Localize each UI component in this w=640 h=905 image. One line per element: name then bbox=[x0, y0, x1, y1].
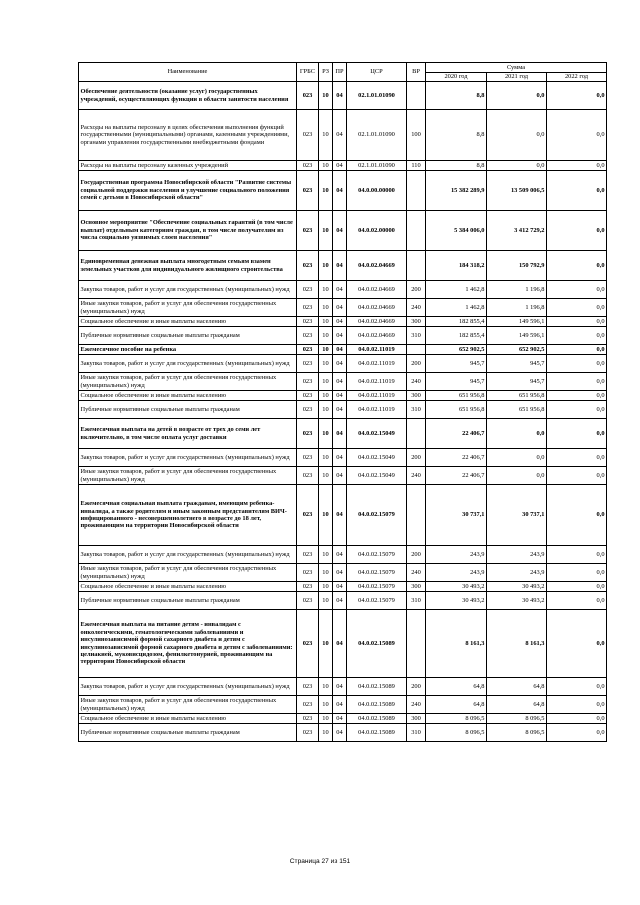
cell-name: Расходы на выплаты персоналу казенных учреждений bbox=[79, 161, 297, 171]
cell-csr: 04.0.02.15049 bbox=[347, 467, 407, 485]
cell-pr: 04 bbox=[333, 564, 347, 582]
cell-pr: 04 bbox=[333, 281, 347, 299]
cell-pr: 04 bbox=[333, 317, 347, 327]
cell-grbs: 023 bbox=[297, 449, 319, 467]
table-row bbox=[79, 373, 607, 391]
cell-sum-2022: 0,0 bbox=[547, 299, 607, 317]
cell-vr: 240 bbox=[407, 373, 426, 391]
cell-pr: 04 bbox=[333, 546, 347, 564]
cell-csr: 04.0.02.15089 bbox=[347, 714, 407, 724]
cell-sum-2022: 0,0 bbox=[547, 696, 607, 714]
cell-name: Основное мероприятие "Обеспечение социальных гарантий (в том числе выплат) отдельным категориям граждан, в том числе получателям из числа социально уязвимых слоев населения" bbox=[79, 211, 297, 251]
header-vr: ВР bbox=[407, 63, 426, 82]
cell-name: Закупка товаров, работ и услуг для государственных (муниципальных) нужд bbox=[79, 678, 297, 696]
cell-pr: 04 bbox=[333, 327, 347, 345]
cell-vr: 300 bbox=[407, 582, 426, 592]
cell-sum-2022: 0,0 bbox=[547, 610, 607, 678]
header-grbs: ГРБС bbox=[297, 63, 319, 82]
cell-grbs: 023 bbox=[297, 171, 319, 211]
cell-pr: 04 bbox=[333, 449, 347, 467]
cell-sum-2022: 0,0 bbox=[547, 546, 607, 564]
cell-pr: 04 bbox=[333, 401, 347, 419]
table-row bbox=[79, 485, 607, 546]
cell-sum-2021: 1 196,8 bbox=[487, 281, 547, 299]
cell-sum-2022: 0,0 bbox=[547, 251, 607, 281]
cell-sum-2020: 1 462,8 bbox=[426, 281, 487, 299]
cell-sum-2021: 0,0 bbox=[487, 110, 547, 161]
cell-sum-2021: 149 596,1 bbox=[487, 317, 547, 327]
cell-grbs: 023 bbox=[297, 564, 319, 582]
cell-sum-2022: 0,0 bbox=[547, 419, 607, 449]
cell-pr: 04 bbox=[333, 161, 347, 171]
cell-grbs: 023 bbox=[297, 281, 319, 299]
table-body bbox=[79, 82, 607, 742]
cell-sum-2020: 651 956,8 bbox=[426, 391, 487, 401]
cell-sum-2021: 1 196,8 bbox=[487, 299, 547, 317]
cell-sum-2022: 0,0 bbox=[547, 485, 607, 546]
cell-sum-2022: 0,0 bbox=[547, 467, 607, 485]
cell-sum-2022: 0,0 bbox=[547, 678, 607, 696]
cell-pr: 04 bbox=[333, 110, 347, 161]
cell-rz: 10 bbox=[319, 391, 333, 401]
cell-grbs: 023 bbox=[297, 391, 319, 401]
cell-rz: 10 bbox=[319, 251, 333, 281]
cell-sum-2020: 182 855,4 bbox=[426, 327, 487, 345]
cell-csr: 04.0.02.04669 bbox=[347, 251, 407, 281]
cell-rz: 10 bbox=[319, 211, 333, 251]
cell-sum-2020: 30 737,1 bbox=[426, 485, 487, 546]
cell-rz: 10 bbox=[319, 317, 333, 327]
cell-csr: 04.0.02.15079 bbox=[347, 564, 407, 582]
cell-name: Ежемесячная выплата на питание детям - инвалидам с онкологическими, гематологическими заболеваниями и инсулинозависимой формой сахарного диабета и детям с инсулинозависимой формой сахарного диабета и детям с заболеваниями: целиакией, муковисцидозом, фенилкетонурией, проживающим на территории Новосибирской области bbox=[79, 610, 297, 678]
cell-pr: 04 bbox=[333, 251, 347, 281]
cell-rz: 10 bbox=[319, 345, 333, 355]
cell-csr: 04.0.02.15089 bbox=[347, 610, 407, 678]
cell-rz: 10 bbox=[319, 485, 333, 546]
cell-sum-2022: 0,0 bbox=[547, 110, 607, 161]
cell-sum-2022: 0,0 bbox=[547, 592, 607, 610]
cell-csr: 04.0.02.04669 bbox=[347, 327, 407, 345]
table-row bbox=[79, 610, 607, 678]
cell-csr: 04.0.02.11019 bbox=[347, 401, 407, 419]
table-row bbox=[79, 678, 607, 696]
cell-grbs: 023 bbox=[297, 592, 319, 610]
cell-rz: 10 bbox=[319, 724, 333, 742]
table-row bbox=[79, 327, 607, 345]
cell-vr bbox=[407, 211, 426, 251]
cell-sum-2021: 0,0 bbox=[487, 449, 547, 467]
cell-csr: 04.0.00.00000 bbox=[347, 171, 407, 211]
table-row bbox=[79, 171, 607, 211]
cell-rz: 10 bbox=[319, 327, 333, 345]
cell-sum-2020: 30 493,2 bbox=[426, 592, 487, 610]
cell-grbs: 023 bbox=[297, 714, 319, 724]
cell-csr: 04.0.02.15079 bbox=[347, 592, 407, 610]
cell-name: Закупка товаров, работ и услуг для государственных (муниципальных) нужд bbox=[79, 449, 297, 467]
cell-name: Социальное обеспечение и иные выплаты населению bbox=[79, 582, 297, 592]
budget-table-page bbox=[78, 62, 606, 742]
cell-pr: 04 bbox=[333, 582, 347, 592]
cell-rz: 10 bbox=[319, 564, 333, 582]
cell-name: Ежемесячная социальная выплата гражданам, имеющим ребенка-инвалида, а также родителям и иным законным представителям ВИЧ-инфицированного - несовершеннолетнего в возрасте до 18 лет, проживающим на территории Новосибирской области bbox=[79, 485, 297, 546]
cell-name: Социальное обеспечение и иные выплаты населению bbox=[79, 714, 297, 724]
table-row bbox=[79, 110, 607, 161]
table-row bbox=[79, 281, 607, 299]
budget-table bbox=[78, 62, 607, 742]
cell-sum-2022: 0,0 bbox=[547, 82, 607, 110]
cell-name: Закупка товаров, работ и услуг для государственных (муниципальных) нужд bbox=[79, 355, 297, 373]
cell-vr: 240 bbox=[407, 467, 426, 485]
header-year-2022: 2022 год bbox=[547, 73, 607, 82]
cell-sum-2022: 0,0 bbox=[547, 355, 607, 373]
cell-sum-2020: 945,7 bbox=[426, 355, 487, 373]
cell-csr: 04.0.02.04669 bbox=[347, 281, 407, 299]
cell-name: Ежемесячное пособие на ребенка bbox=[79, 345, 297, 355]
cell-sum-2021: 64,8 bbox=[487, 678, 547, 696]
cell-csr: 04.0.02.11019 bbox=[347, 345, 407, 355]
cell-sum-2021: 651 956,8 bbox=[487, 401, 547, 419]
cell-sum-2022: 0,0 bbox=[547, 171, 607, 211]
cell-csr: 04.0.02.15079 bbox=[347, 582, 407, 592]
cell-grbs: 023 bbox=[297, 211, 319, 251]
cell-pr: 04 bbox=[333, 171, 347, 211]
table-row bbox=[79, 317, 607, 327]
cell-csr: 04.0.02.00000 bbox=[347, 211, 407, 251]
table-row bbox=[79, 449, 607, 467]
cell-sum-2022: 0,0 bbox=[547, 391, 607, 401]
cell-sum-2021: 30 493,2 bbox=[487, 592, 547, 610]
table-row bbox=[79, 161, 607, 171]
cell-sum-2020: 652 902,5 bbox=[426, 345, 487, 355]
cell-sum-2021: 3 412 729,2 bbox=[487, 211, 547, 251]
header-year-2021: 2021 год bbox=[487, 73, 547, 82]
table-row bbox=[79, 582, 607, 592]
header-year-2020: 2020 год bbox=[426, 73, 487, 82]
table-row bbox=[79, 724, 607, 742]
cell-vr: 110 bbox=[407, 161, 426, 171]
header-rz: РЗ bbox=[319, 63, 333, 82]
cell-vr bbox=[407, 485, 426, 546]
cell-grbs: 023 bbox=[297, 82, 319, 110]
cell-sum-2021: 243,9 bbox=[487, 564, 547, 582]
cell-csr: 04.0.02.15089 bbox=[347, 724, 407, 742]
table-row bbox=[79, 696, 607, 714]
cell-pr: 04 bbox=[333, 592, 347, 610]
cell-rz: 10 bbox=[319, 419, 333, 449]
cell-sum-2022: 0,0 bbox=[547, 161, 607, 171]
cell-rz: 10 bbox=[319, 161, 333, 171]
cell-name: Ежемесячная выплата на детей в возрасте от трех до семи лет включительно, в том числе оплата услуг доставки bbox=[79, 419, 297, 449]
cell-sum-2021: 0,0 bbox=[487, 161, 547, 171]
cell-sum-2021: 945,7 bbox=[487, 373, 547, 391]
cell-sum-2020: 243,9 bbox=[426, 546, 487, 564]
cell-rz: 10 bbox=[319, 373, 333, 391]
cell-grbs: 023 bbox=[297, 546, 319, 564]
cell-sum-2020: 8 096,5 bbox=[426, 714, 487, 724]
header-pr: ПР bbox=[333, 63, 347, 82]
cell-sum-2020: 1 462,8 bbox=[426, 299, 487, 317]
cell-csr: 04.0.02.15049 bbox=[347, 449, 407, 467]
cell-sum-2022: 0,0 bbox=[547, 373, 607, 391]
cell-vr: 200 bbox=[407, 281, 426, 299]
cell-grbs: 023 bbox=[297, 724, 319, 742]
cell-sum-2022: 0,0 bbox=[547, 714, 607, 724]
cell-grbs: 023 bbox=[297, 401, 319, 419]
cell-grbs: 023 bbox=[297, 299, 319, 317]
cell-rz: 10 bbox=[319, 546, 333, 564]
cell-sum-2020: 64,8 bbox=[426, 696, 487, 714]
cell-sum-2020: 30 493,2 bbox=[426, 582, 487, 592]
cell-csr: 04.0.02.11019 bbox=[347, 373, 407, 391]
cell-pr: 04 bbox=[333, 610, 347, 678]
cell-csr: 04.0.02.15049 bbox=[347, 419, 407, 449]
cell-pr: 04 bbox=[333, 678, 347, 696]
cell-sum-2022: 0,0 bbox=[547, 211, 607, 251]
table-row bbox=[79, 211, 607, 251]
cell-csr: 02.1.01.01090 bbox=[347, 110, 407, 161]
cell-rz: 10 bbox=[319, 401, 333, 419]
cell-pr: 04 bbox=[333, 724, 347, 742]
cell-sum-2021: 243,9 bbox=[487, 546, 547, 564]
table-row bbox=[79, 82, 607, 110]
cell-sum-2020: 243,9 bbox=[426, 564, 487, 582]
table-row bbox=[79, 401, 607, 419]
cell-pr: 04 bbox=[333, 355, 347, 373]
cell-name: Публичные нормативные социальные выплаты гражданам bbox=[79, 327, 297, 345]
cell-vr bbox=[407, 251, 426, 281]
cell-grbs: 023 bbox=[297, 161, 319, 171]
table-row bbox=[79, 299, 607, 317]
cell-name: Социальное обеспечение и иные выплаты населению bbox=[79, 317, 297, 327]
cell-vr bbox=[407, 419, 426, 449]
table-row bbox=[79, 714, 607, 724]
cell-grbs: 023 bbox=[297, 110, 319, 161]
cell-vr: 300 bbox=[407, 391, 426, 401]
cell-csr: 02.1.01.01090 bbox=[347, 82, 407, 110]
cell-csr: 04.0.02.04669 bbox=[347, 317, 407, 327]
cell-grbs: 023 bbox=[297, 678, 319, 696]
cell-vr: 200 bbox=[407, 678, 426, 696]
cell-rz: 10 bbox=[319, 281, 333, 299]
cell-sum-2020: 182 855,4 bbox=[426, 317, 487, 327]
cell-pr: 04 bbox=[333, 211, 347, 251]
cell-grbs: 023 bbox=[297, 610, 319, 678]
cell-sum-2020: 651 956,8 bbox=[426, 401, 487, 419]
table-row bbox=[79, 564, 607, 582]
cell-name: Публичные нормативные социальные выплаты гражданам bbox=[79, 401, 297, 419]
cell-csr: 04.0.02.04669 bbox=[347, 299, 407, 317]
cell-vr: 300 bbox=[407, 317, 426, 327]
cell-sum-2020: 15 382 289,9 bbox=[426, 171, 487, 211]
cell-sum-2020: 22 406,7 bbox=[426, 449, 487, 467]
cell-name: Единовременная денежная выплата многодетным семьям взамен земельных участков для индивидуального жилищного строительства bbox=[79, 251, 297, 281]
table-row bbox=[79, 251, 607, 281]
cell-csr: 02.1.01.01090 bbox=[347, 161, 407, 171]
cell-csr: 04.0.02.11019 bbox=[347, 391, 407, 401]
cell-rz: 10 bbox=[319, 82, 333, 110]
cell-name: Публичные нормативные социальные выплаты гражданам bbox=[79, 592, 297, 610]
cell-name: Закупка товаров, работ и услуг для государственных (муниципальных) нужд bbox=[79, 281, 297, 299]
header-name: Наименование bbox=[79, 63, 297, 82]
cell-sum-2020: 8,8 bbox=[426, 82, 487, 110]
cell-vr bbox=[407, 171, 426, 211]
cell-vr bbox=[407, 345, 426, 355]
cell-sum-2020: 8 096,5 bbox=[426, 724, 487, 742]
cell-grbs: 023 bbox=[297, 485, 319, 546]
cell-pr: 04 bbox=[333, 373, 347, 391]
cell-rz: 10 bbox=[319, 592, 333, 610]
cell-sum-2021: 0,0 bbox=[487, 467, 547, 485]
cell-vr bbox=[407, 610, 426, 678]
cell-vr: 200 bbox=[407, 546, 426, 564]
cell-pr: 04 bbox=[333, 391, 347, 401]
cell-rz: 10 bbox=[319, 467, 333, 485]
cell-sum-2020: 184 318,2 bbox=[426, 251, 487, 281]
cell-sum-2020: 8,8 bbox=[426, 161, 487, 171]
cell-pr: 04 bbox=[333, 467, 347, 485]
cell-vr: 200 bbox=[407, 355, 426, 373]
cell-vr: 310 bbox=[407, 327, 426, 345]
cell-sum-2020: 22 406,7 bbox=[426, 419, 487, 449]
cell-grbs: 023 bbox=[297, 251, 319, 281]
cell-pr: 04 bbox=[333, 485, 347, 546]
cell-sum-2020: 5 384 006,0 bbox=[426, 211, 487, 251]
cell-vr: 310 bbox=[407, 724, 426, 742]
cell-sum-2022: 0,0 bbox=[547, 327, 607, 345]
cell-sum-2021: 8 096,5 bbox=[487, 714, 547, 724]
cell-sum-2022: 0,0 bbox=[547, 582, 607, 592]
table-row bbox=[79, 345, 607, 355]
cell-pr: 04 bbox=[333, 345, 347, 355]
table-row bbox=[79, 467, 607, 485]
cell-sum-2021: 945,7 bbox=[487, 355, 547, 373]
cell-name: Публичные нормативные социальные выплаты гражданам bbox=[79, 724, 297, 742]
cell-sum-2021: 149 596,1 bbox=[487, 327, 547, 345]
cell-name: Социальное обеспечение и иные выплаты населению bbox=[79, 391, 297, 401]
table-row bbox=[79, 355, 607, 373]
cell-grbs: 023 bbox=[297, 419, 319, 449]
cell-name: Иные закупки товаров, работ и услуг для обеспечения государственных (муниципальных) нужд bbox=[79, 696, 297, 714]
cell-rz: 10 bbox=[319, 299, 333, 317]
cell-csr: 04.0.02.15089 bbox=[347, 678, 407, 696]
cell-rz: 10 bbox=[319, 696, 333, 714]
cell-pr: 04 bbox=[333, 419, 347, 449]
cell-vr: 240 bbox=[407, 564, 426, 582]
cell-rz: 10 bbox=[319, 449, 333, 467]
cell-sum-2022: 0,0 bbox=[547, 449, 607, 467]
cell-grbs: 023 bbox=[297, 696, 319, 714]
cell-vr: 200 bbox=[407, 449, 426, 467]
cell-pr: 04 bbox=[333, 714, 347, 724]
cell-vr: 310 bbox=[407, 401, 426, 419]
cell-sum-2022: 0,0 bbox=[547, 317, 607, 327]
cell-rz: 10 bbox=[319, 355, 333, 373]
cell-sum-2020: 945,7 bbox=[426, 373, 487, 391]
cell-csr: 04.0.02.15079 bbox=[347, 485, 407, 546]
table-row bbox=[79, 546, 607, 564]
cell-sum-2021: 8 161,3 bbox=[487, 610, 547, 678]
cell-vr: 240 bbox=[407, 696, 426, 714]
cell-rz: 10 bbox=[319, 582, 333, 592]
cell-name: Иные закупки товаров, работ и услуг для обеспечения государственных (муниципальных) нужд bbox=[79, 373, 297, 391]
header-sum: Сумма bbox=[426, 63, 607, 73]
cell-sum-2020: 64,8 bbox=[426, 678, 487, 696]
cell-vr: 300 bbox=[407, 714, 426, 724]
cell-sum-2021: 64,8 bbox=[487, 696, 547, 714]
cell-grbs: 023 bbox=[297, 345, 319, 355]
cell-grbs: 023 bbox=[297, 373, 319, 391]
cell-name: Иные закупки товаров, работ и услуг для обеспечения государственных (муниципальных) нужд bbox=[79, 299, 297, 317]
cell-vr: 100 bbox=[407, 110, 426, 161]
cell-sum-2020: 8,8 bbox=[426, 110, 487, 161]
cell-grbs: 023 bbox=[297, 582, 319, 592]
cell-pr: 04 bbox=[333, 299, 347, 317]
cell-rz: 10 bbox=[319, 610, 333, 678]
page-number: Страница 27 из 151 bbox=[289, 858, 351, 865]
cell-vr: 310 bbox=[407, 592, 426, 610]
cell-sum-2020: 8 161,3 bbox=[426, 610, 487, 678]
cell-sum-2021: 0,0 bbox=[487, 82, 547, 110]
cell-sum-2021: 30 493,2 bbox=[487, 582, 547, 592]
table-row bbox=[79, 391, 607, 401]
cell-rz: 10 bbox=[319, 110, 333, 161]
cell-sum-2021: 652 902,5 bbox=[487, 345, 547, 355]
cell-csr: 04.0.02.15089 bbox=[347, 696, 407, 714]
cell-sum-2021: 150 792,9 bbox=[487, 251, 547, 281]
table-row bbox=[79, 419, 607, 449]
cell-sum-2021: 30 737,1 bbox=[487, 485, 547, 546]
cell-grbs: 023 bbox=[297, 317, 319, 327]
cell-rz: 10 bbox=[319, 171, 333, 211]
table-row bbox=[79, 592, 607, 610]
cell-grbs: 023 bbox=[297, 327, 319, 345]
cell-sum-2020: 22 406,7 bbox=[426, 467, 487, 485]
cell-csr: 04.0.02.15079 bbox=[347, 546, 407, 564]
cell-csr: 04.0.02.11019 bbox=[347, 355, 407, 373]
cell-vr: 240 bbox=[407, 299, 426, 317]
cell-name: Государственная программа Новосибирской области "Развитие системы социальной поддержки населения и улучшение социального положения семей с детьми в Новосибирской области" bbox=[79, 171, 297, 211]
cell-rz: 10 bbox=[319, 678, 333, 696]
cell-sum-2021: 651 956,8 bbox=[487, 391, 547, 401]
cell-grbs: 023 bbox=[297, 467, 319, 485]
cell-name: Иные закупки товаров, работ и услуг для обеспечения государственных (муниципальных) нужд bbox=[79, 467, 297, 485]
cell-vr bbox=[407, 82, 426, 110]
cell-sum-2021: 0,0 bbox=[487, 419, 547, 449]
cell-name: Иные закупки товаров, работ и услуг для обеспечения государственных (муниципальных) нужд bbox=[79, 564, 297, 582]
header-csr: ЦСР bbox=[347, 63, 407, 82]
cell-sum-2022: 0,0 bbox=[547, 564, 607, 582]
cell-pr: 04 bbox=[333, 82, 347, 110]
cell-sum-2022: 0,0 bbox=[547, 401, 607, 419]
cell-sum-2021: 8 096,5 bbox=[487, 724, 547, 742]
cell-name: Обеспечение деятельности (оказание услуг) государственных учреждений, осуществляющих функции в области занятости населения bbox=[79, 82, 297, 110]
cell-sum-2022: 0,0 bbox=[547, 345, 607, 355]
cell-sum-2021: 13 509 006,5 bbox=[487, 171, 547, 211]
cell-rz: 10 bbox=[319, 714, 333, 724]
cell-sum-2022: 0,0 bbox=[547, 724, 607, 742]
cell-sum-2022: 0,0 bbox=[547, 281, 607, 299]
cell-grbs: 023 bbox=[297, 355, 319, 373]
cell-name: Расходы на выплаты персоналу в целях обеспечения выполнения функций государственными (муниципальными) органами, казенными учреждениями, органами управления государственными внебюджетными фондами bbox=[79, 110, 297, 161]
cell-pr: 04 bbox=[333, 696, 347, 714]
cell-name: Закупка товаров, работ и услуг для государственных (муниципальных) нужд bbox=[79, 546, 297, 564]
